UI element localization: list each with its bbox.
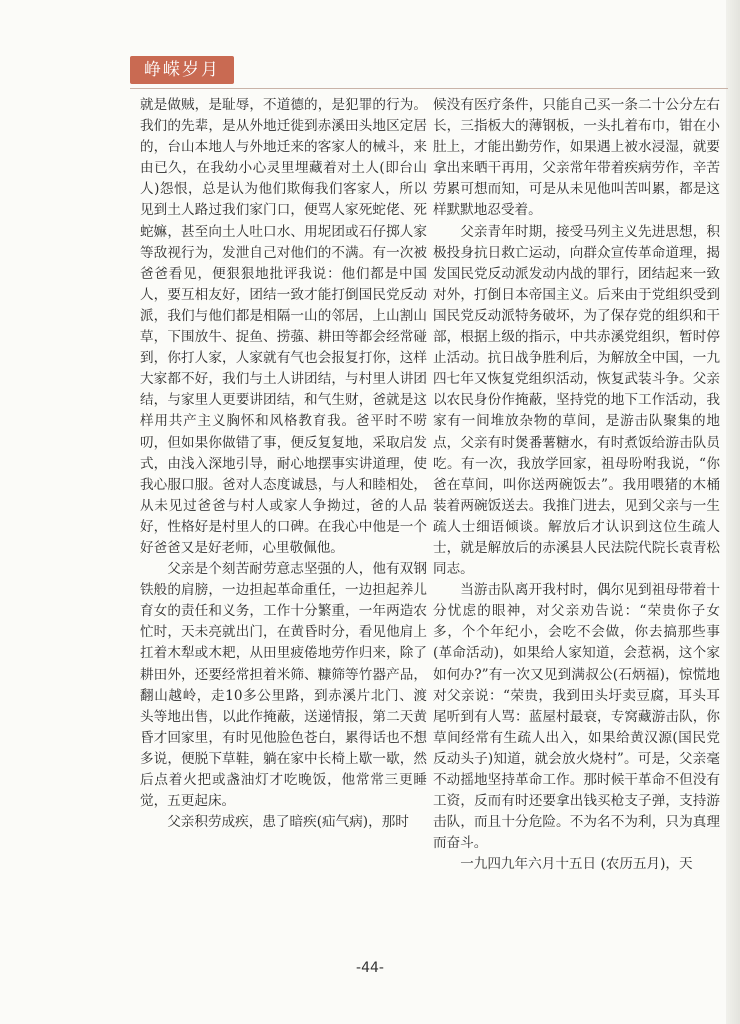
right-column	[433, 95, 720, 875]
paragraph: 父亲是个刻苦耐劳意志坚强的人，他有双钢铁般的肩膀，一边担起革命重任，一边担起养儿育女的责任和义务，工作十分繁重，一年两造农忙时，天未亮就出门，在黄昏时分，看见他肩上扛着木犁或木耙，从田里疲倦地劳作归来，除了耕田外，还要经常担着米筛、糠筛等竹器产品，翻山越岭，走10多公里路，到赤溪片北门、渡头等地出售，以此作掩蔽，送递情报，第二天黄昏才回家里，有时见他脸色苍白，累得话也不想多说，便脱下草鞋，躺在家中长椅上歇一歇，然后点着火把或盏油灯才吃晚饭，他常常三更睡觉，五更起床。	[140, 561, 427, 810]
left-column	[140, 95, 427, 833]
paragraph: 当游击队离开我村时，偶尔见到祖母带着十分忧虑的眼神，对父亲劝告说：“荣贵你子女多，个个年纪小，会吃不会做，你去搞那些事(革命活动)，如果给人家知道，会惹祸，这个家如何办?”有一次又见到满叔公(石炳福)，惊慌地对父亲说：“荣贵，我到田头圩卖豆腐，耳头耳尾听到有人骂：蓝屋村最衰，专窝藏游击队，你草间经常有生疏人出入，如果给黄汉源(国民党反动头子)知道，就会放火烧村”。可是，父亲毫不动摇地坚持革命工作。那时候干革命不但没有工资，反而有时还要拿出钱买枪支子弹，支持游击队，而且十分危险。不为名不为利，只为真理而奋斗。	[433, 582, 720, 852]
section-title-tag: 峥嵘岁月	[130, 56, 234, 84]
page-number: -44-	[356, 960, 384, 976]
paragraph: 就是做贼，是耻辱，不道德的，是犯罪的行为。我们的先辈，是从外地迁徙到赤溪田头地区定居的，台山本地人与外地迁来的客家人的械斗，来由已久，在我幼小心灵里埋藏着对土人(即台山人)怨恨，总是认为他们欺侮我们客家人，所以见到土人路过我们家门口，便骂人家死蛇佬、死蛇嫲，甚至向土人吐口水、用坭团或石仔掷人家等敌视行为，发泄自己对他们的不满。有一次被爸爸看见，便狠狠地批评我说：他们都是中国人，要互相友好，团结一致才能打倒国民党反动派，我们与他们都是相隔一山的邻居，上山割山草，下围放牛、捉鱼、捞蔃、耕田等都会经常碰到，你打人家，人家就有气也会报复打你，这样大家都不好，我们与土人讲团结，与村里人讲团结，与家里人更要讲团结，和气生财，爸就是这样用共产主义胸怀和风格教育我。爸平时不唠叨，但如果你做错了事，便反复复地，采取启发式，由浅入深地引导，耐心地摆事实讲道理，使我心服口服。爸对人态度诚恳，与人和睦相处，从未见过爸爸与村人或家人争拗过，爸的人品好，性格好是村里人的口碑。在我心中他是一个好爸爸又是好老师，心里敬佩他。	[140, 97, 427, 556]
paragraph: 父亲青年时期，接受马列主义先进思想，积极投身抗日救亡运动，向群众宣传革命道理，揭发国民党反动派发动内战的罪行，团结起来一致对外，打倒日本帝国主义。后来由于党组织受到国民党反动派特务破坏，为了保存党的组织和干部，根据上级的指示，中共赤溪党组织，暂时停止活动。抗日战争胜利后，为解放全中国，一九四七年又恢复党组织活动，恢复武装斗争。父亲以农民身份作掩蔽，坚持党的地下工作活动，我家有一间堆放杂物的草间，是游击队聚集的地点，父亲有时煲番薯糖水，有时煮饭给游击队员吃。有一次，我放学回家，祖母吩咐我说，“你爸在草间，叫你送两碗饭去”。我用喂猪的木桶装着两碗饭送去。我推门进去，见到父亲与一生疏人士细语倾谈。解放后才认识到这位生疏人士，就是解放后的赤溪县人民法院代院长袁青松同志。	[433, 223, 720, 578]
paragraph: 一九四九年六月十五日 (农历五月)，天	[460, 856, 693, 873]
paragraph: 候没有医疗条件，只能自己买一条二十公分左右长，三指板大的薄钢板，一头扎着布巾，钳在小肚上，才能出勤劳作，如果遇上被水浸湿，就要拿出来晒干再用，父亲常年带着疾病劳作，辛苦劳累可想而知，可是从未见他叫苦叫累，都是这样默默地忍受着。	[433, 97, 720, 219]
page-edge-shadow	[726, 0, 740, 1024]
paragraph: 父亲积劳成疾，患了暗疾(疝气病)，那时	[167, 814, 409, 831]
